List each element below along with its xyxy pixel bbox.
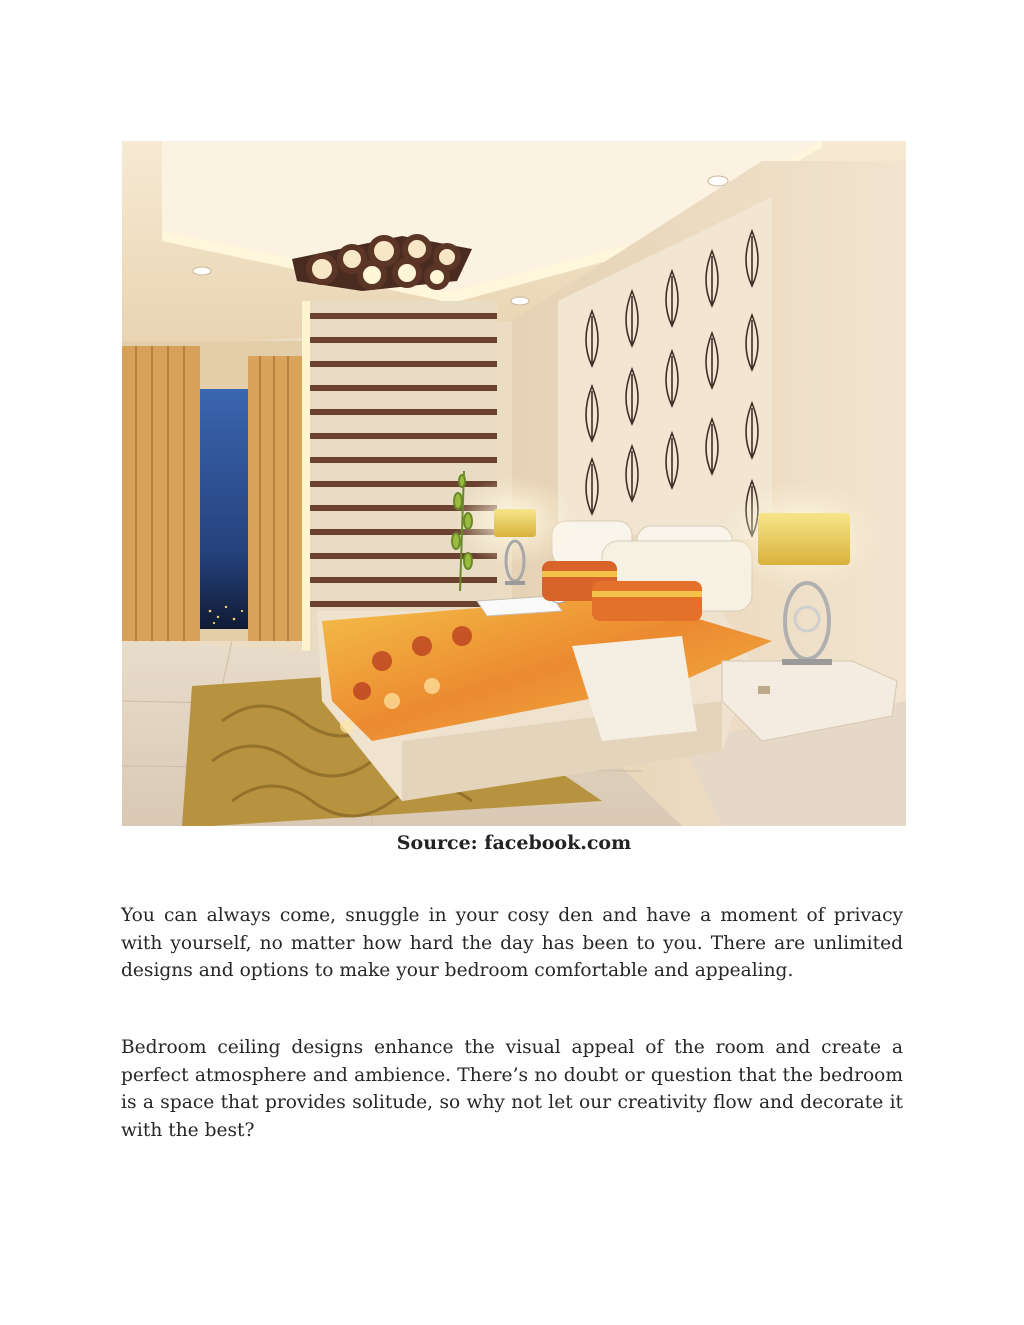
body-paragraph-1: You can always come, snuggle in your cosy den and have a moment of privacy with yourself, no matter how hard the day has been to you. There are unlimited designs and options to make your bedroom comfortable and appealing. [121, 905, 903, 982]
bedroom-illustration [122, 141, 906, 826]
body-paragraph-2: Bedroom ceiling designs enhance the visual appeal of the room and create a perfect atmosphere and ambience. There’s no doubt or question that the bedroom is a space that provides solitude, so why not let our creativity flow and decorate it with the best? [121, 1037, 903, 1142]
window-view [200, 389, 248, 629]
bedroom-photo [122, 141, 906, 826]
image-caption: Source: facebook.com [396, 832, 632, 854]
slatted-partition [302, 301, 497, 661]
